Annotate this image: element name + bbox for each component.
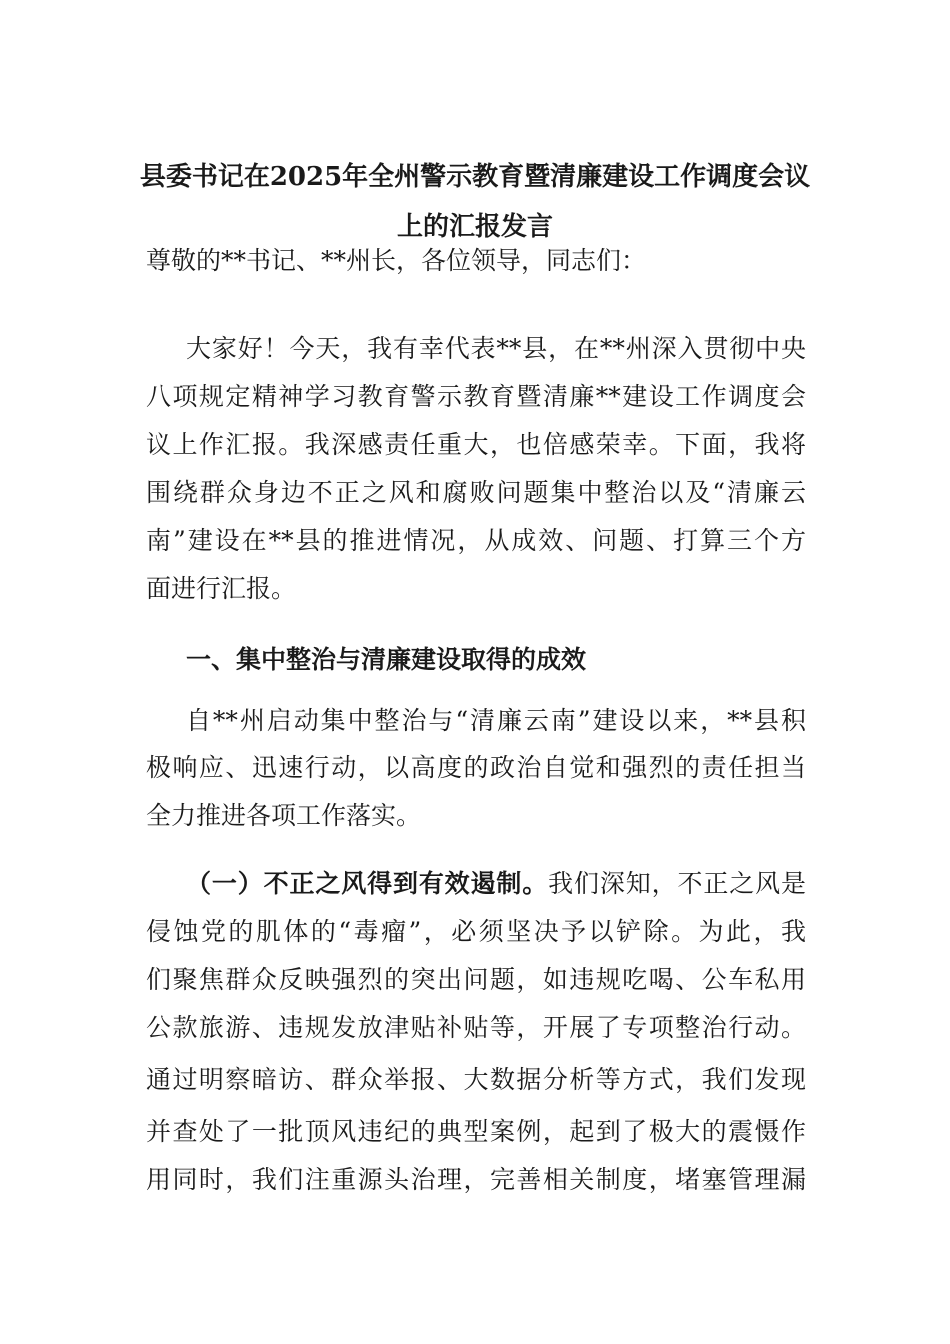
sub1-line-7: 用同时，我们注重源头治理，完善相关制度，堵塞管理漏 bbox=[146, 1165, 806, 1194]
salutation: 尊敬的**书记、**州长，各位领导，同志们： bbox=[146, 246, 647, 275]
sub1-line-2: 侵蚀党的肌体的“毒瘤”，必须坚决予以铲除。为此，我 bbox=[146, 917, 806, 946]
section1-para-line-3: 全力推进各项工作落实。 bbox=[146, 801, 422, 830]
section1-heading: 一、集中整治与清廉建设取得的成效 bbox=[186, 645, 587, 674]
sub1-line-6: 并查处了一批顶风违纪的典型案例，起到了极大的震慑作 bbox=[146, 1117, 806, 1146]
sub1-first-rest: 我们深知，不正之风是 bbox=[548, 869, 806, 898]
sub1-line-4: 公款旅游、违规发放津贴补贴等，开展了专项整治行动。 bbox=[146, 1013, 806, 1042]
intro-line-5: 南”建设在**县的推进情况，从成效、问题、打算三个方 bbox=[146, 526, 806, 555]
section1-para-line-1: 自**州启动集中整治与“清廉云南”建设以来，**县积 bbox=[186, 706, 806, 735]
intro-line-4: 围绕群众身边不正之风和腐败问题集中整治以及“清廉云 bbox=[146, 478, 806, 507]
intro-line-1: 大家好！今天，我有幸代表**县，在**州深入贯彻中央 bbox=[186, 334, 806, 363]
intro-line-6: 面进行汇报。 bbox=[146, 574, 297, 603]
section1-para-line-2: 极响应、迅速行动，以高度的政治自觉和强烈的责任担当 bbox=[146, 753, 806, 782]
sub1-line-3: 们聚焦群众反映强烈的突出问题，如违规吃喝、公车私用 bbox=[146, 965, 806, 994]
intro-line-3: 议上作汇报。我深感责任重大，也倍感荣幸。下面，我将 bbox=[146, 430, 806, 459]
sub1-first-line bbox=[186, 868, 806, 900]
sub1-line-5: 通过明察暗访、群众举报、大数据分析等方式，我们发现 bbox=[146, 1065, 806, 1094]
document-title-line-1: 县委书记在2025年全州警示教育暨清廉建设工作调度会议 bbox=[139, 162, 811, 192]
sub1-lead: （一）不正之风得到有效遏制。 bbox=[186, 869, 549, 898]
intro-line-2: 八项规定精神学习教育警示教育暨清廉**建设工作调度会 bbox=[146, 382, 806, 411]
document-title-line-2: 上的汇报发言 bbox=[396, 212, 553, 242]
